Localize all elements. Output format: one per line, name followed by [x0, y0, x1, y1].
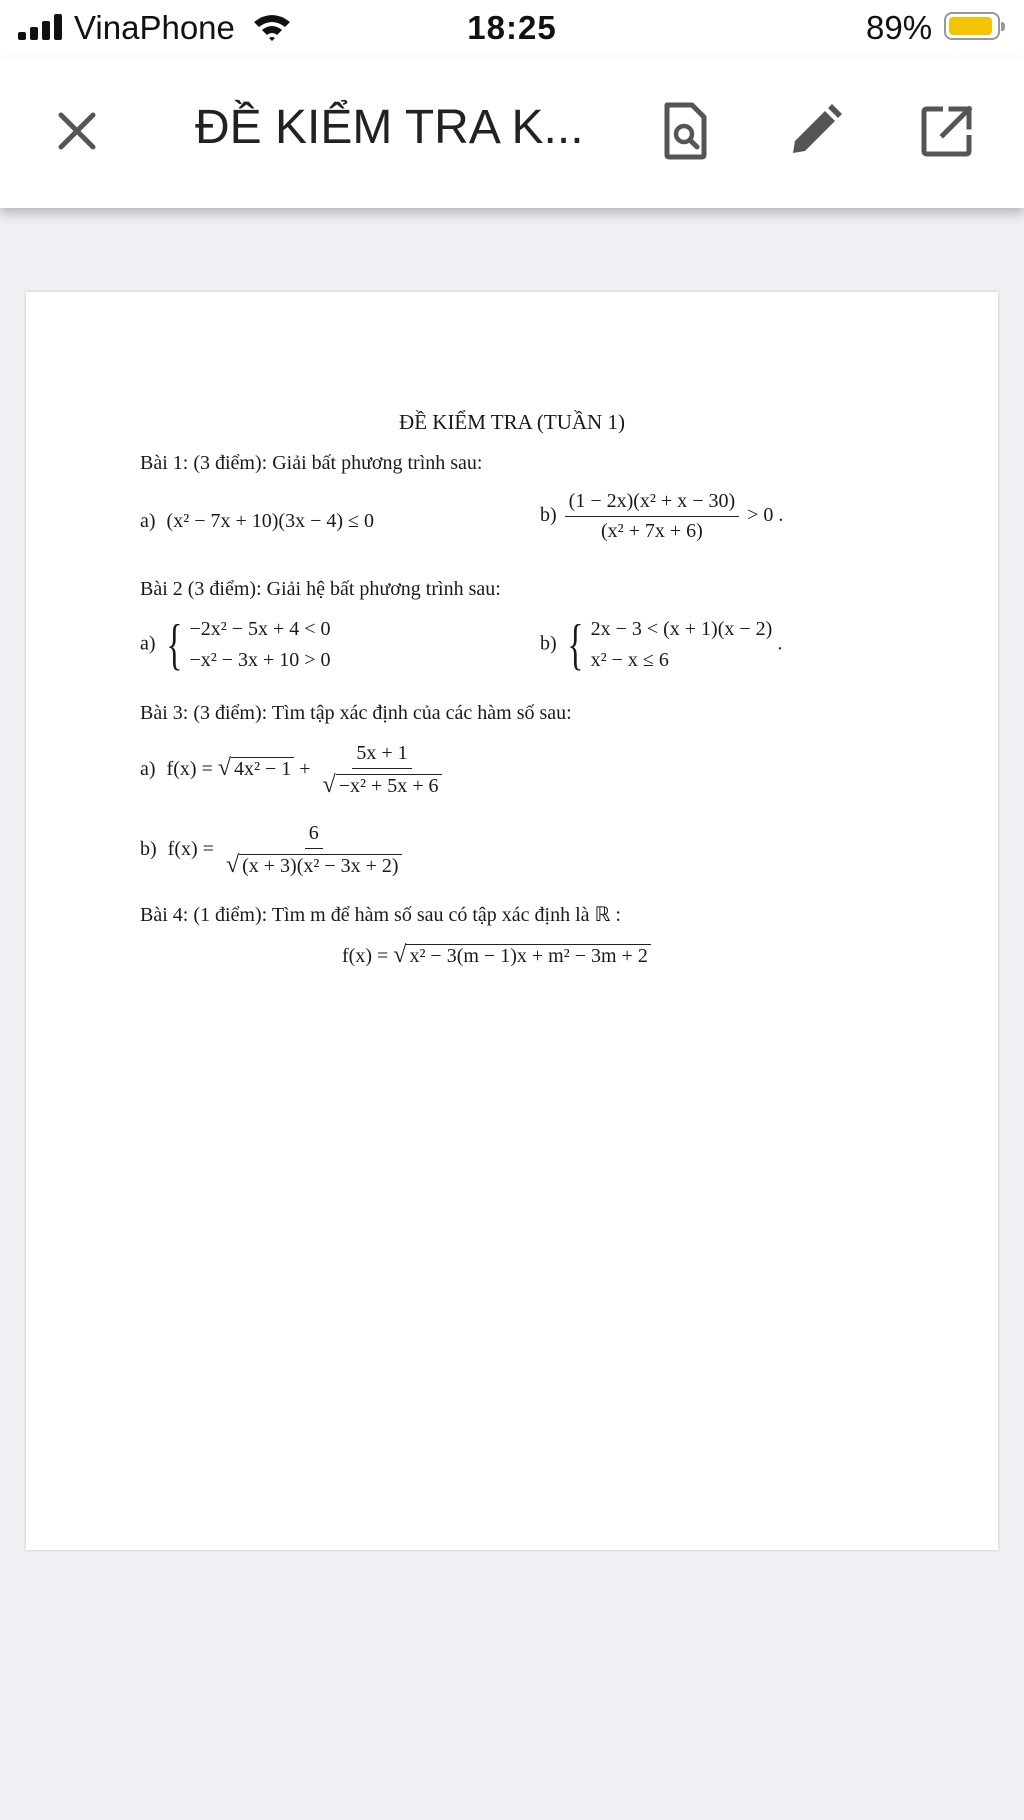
bai1-title: Bài 1: (3 điểm): Giải bất phương trình sau:	[140, 452, 483, 474]
page-heading: ĐỀ KIỂM TRA (TUẦN 1)	[399, 410, 625, 434]
document-search-icon[interactable]	[650, 96, 720, 166]
bai4-root: x² − 3(m − 1)x + m² − 3m + 2	[406, 944, 650, 967]
bai3-a-numerator: 5x + 1	[352, 742, 411, 769]
bai1-b	[540, 490, 783, 543]
bai3-a-lhs: f(x) =	[166, 758, 213, 781]
document-content	[26, 292, 998, 1550]
bai2-a	[140, 614, 331, 676]
bai2-b-row2: x² − x ≤ 6	[590, 649, 669, 671]
bai2-a-row1: −2x² − 5x + 4 < 0	[189, 618, 331, 640]
bai1-b-denominator: (x² + 7x + 6)	[600, 520, 703, 542]
carrier-name: VinaPhone	[74, 9, 235, 46]
viewer-toolbar	[0, 58, 1024, 208]
document-title: ĐỀ KIỂM TRA K...	[195, 101, 584, 154]
bai4-lhs: f(x) =	[342, 945, 389, 967]
battery-percent: 89%	[866, 9, 933, 46]
bai2-a-row2: −x² − 3x + 10 > 0	[189, 649, 331, 671]
bai1-b-label: b)	[540, 504, 557, 527]
bai3-a-plus: +	[299, 758, 311, 781]
bai3-a-label: a)	[140, 758, 156, 781]
bai2-b-row1: 2x − 3 < (x + 1)(x − 2)	[590, 618, 773, 640]
bai2-b-label: b)	[540, 632, 557, 655]
bai2-b-tail: .	[777, 632, 783, 655]
bai2-b-system: { 2x − 3 < (x + 1)(x − 2) x² − x ≤ 6	[567, 614, 773, 676]
bai3-b	[140, 822, 409, 879]
bai4-expr: f(x) = √ x² − 3(m − 1)x + m² − 3m + 2	[342, 942, 651, 969]
bai1-a-label: a)	[140, 510, 156, 532]
bai3-a: a) f(x) = √ 4x² − 1 + $\frac{5x + 1}{\text{√ −x² + 5x + 6}}$	[140, 742, 449, 799]
open-external-icon[interactable]	[912, 96, 982, 166]
bai2-b	[540, 614, 782, 676]
bai3-a-root: 4x² − 1	[231, 757, 294, 780]
bai2-title: Bài 2 (3 điểm): Giải hệ bất phương trình sau:	[140, 578, 501, 600]
bai4-title: Bài 4: (1 điểm): Tìm m để hàm số sau có tập xác định là ℝ :	[140, 904, 621, 926]
bai3-a-den-root: −x² + 5x + 6	[336, 774, 442, 797]
bai3-title: Bài 3: (3 điểm): Tìm tập xác định của các hàm số sau:	[140, 702, 572, 724]
bai3-b-numerator: 6	[305, 822, 323, 849]
battery-icon	[944, 12, 1000, 40]
status-bar	[0, 0, 1024, 58]
bai2-a-system: { −2x² − 5x + 4 < 0 −x² − 3x + 10 > 0	[165, 614, 331, 676]
bai1-a-expr: (x² − 7x + 10)(3x − 4) ≤ 0	[166, 510, 374, 532]
bai1-b-fraction	[565, 490, 739, 543]
close-icon[interactable]	[42, 96, 112, 166]
bai3-b-label: b)	[140, 838, 157, 861]
bai1-b-tail: > 0 .	[747, 504, 784, 527]
pencil-icon[interactable]	[780, 96, 850, 166]
document-page[interactable]	[26, 292, 998, 1550]
bai2-a-label: a)	[140, 632, 156, 655]
clock: 18:25	[467, 9, 557, 46]
bai1-b-numerator: (1 − 2x)(x² + x − 30)	[565, 490, 739, 517]
bai3-b-den-root: (x + 3)(x² − 3x + 2)	[239, 854, 401, 877]
bai3-b-fraction: $\frac{6}{\text{√ (x + 3)(x² − 3x + 2)}}$	[222, 822, 406, 879]
bai1-a	[140, 510, 374, 533]
bai3-b-lhs: f(x) =	[167, 838, 214, 861]
bai3-a-fraction: $\frac{5x + 1}{\text{√ −x² + 5x + 6}}$	[319, 742, 446, 799]
